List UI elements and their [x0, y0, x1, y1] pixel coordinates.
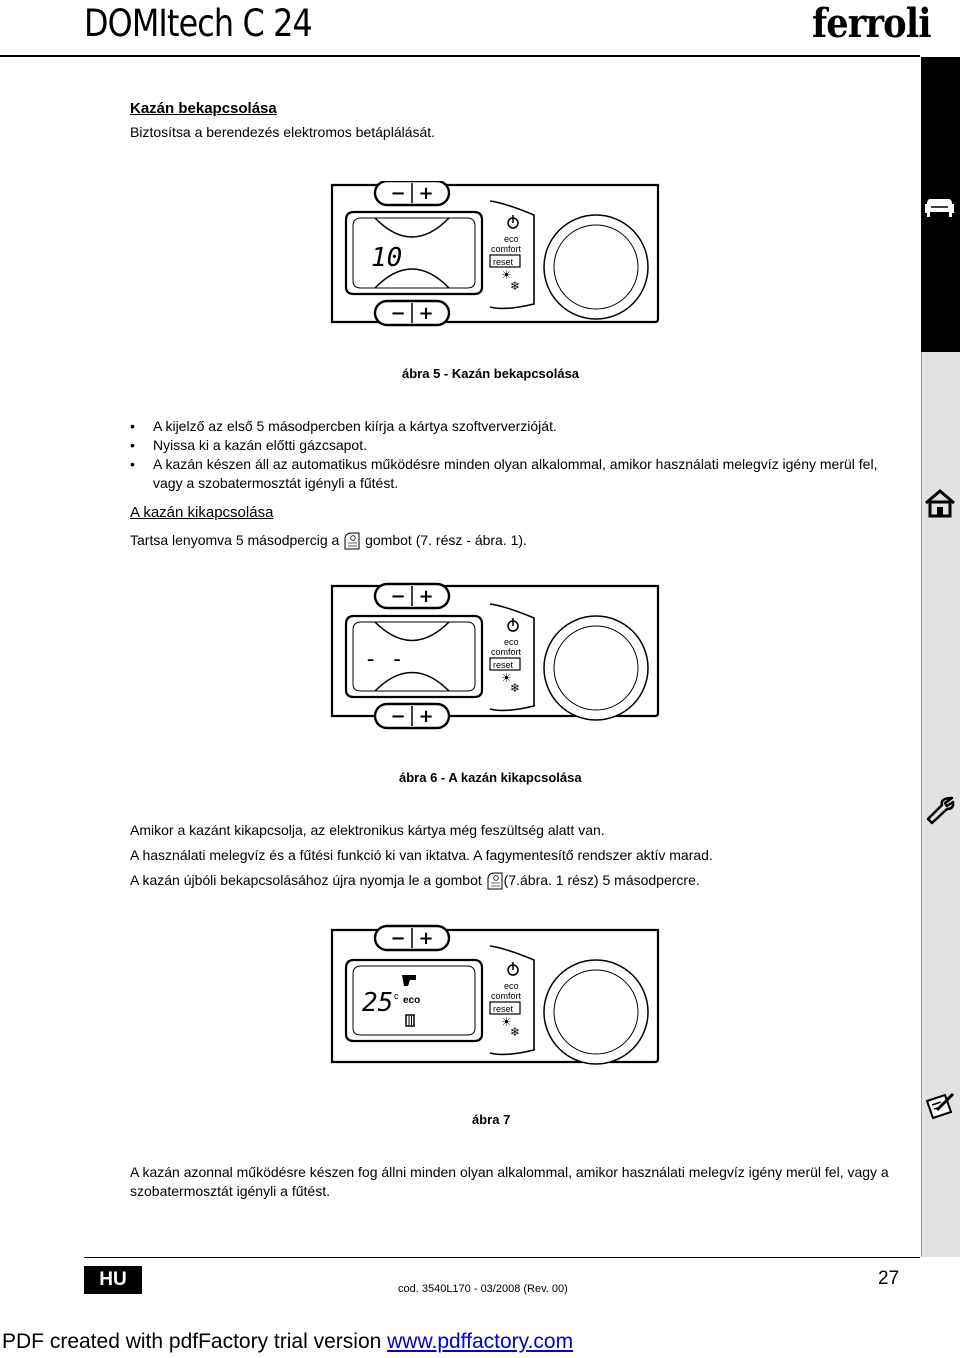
figure-7-caption: ábra 7 — [472, 1112, 511, 1127]
closing-paragraph: A kazán azonnal működésre készen fog állni minden olyan alkalommal, amikor használati melegvíz igény merül fel, vagy a szobatermosztát igényli a fűtést. — [130, 1164, 889, 1199]
svg-text:−: − — [390, 586, 406, 607]
svg-text:−: − — [390, 928, 406, 949]
svg-text:❄: ❄ — [510, 1025, 521, 1039]
display-readout: 25 — [362, 988, 394, 1018]
comfort-label: comfort — [491, 244, 522, 254]
svg-text:reset: reset — [493, 1004, 514, 1014]
svg-text:eco: eco — [504, 981, 519, 991]
control-panel-figure-7 — [320, 922, 670, 1087]
control-panel-figure-6 — [320, 578, 670, 743]
footer-rule — [84, 1257, 920, 1258]
eco-label: eco — [504, 234, 519, 244]
display-readout: 10 — [371, 243, 403, 273]
list-item: • A kijelző az első 5 másodpercben kiírja a kártya szoftververzióját. — [130, 417, 910, 436]
startup-bullet-list — [130, 417, 910, 493]
svg-text:eco: eco — [504, 637, 519, 647]
list-item: • A kazán készen áll az automatikus működésre minden olyan alkalommal, amikor használati melegvíz igény merül fel, vagy a szobatermosztát igényli a fűtést. — [130, 455, 910, 493]
switch-off-note-1: Amikor a kazánt kikapcsolja, az elektronikus kártya még feszültség alatt van. — [130, 822, 605, 838]
figure-6-caption: ábra 6 - A kazán kikapcsolása — [399, 770, 582, 785]
svg-text:❄: ❄ — [510, 681, 521, 695]
power-button-icon — [343, 531, 361, 551]
house-installer-icon — [923, 488, 957, 518]
svg-text:+: + — [418, 706, 434, 727]
figure-5-caption: ábra 5 - Kazán bekapcsolása — [402, 366, 580, 381]
sofa-user-icon — [923, 190, 957, 220]
switch-off-note-2: A használati melegvíz és a fűtési funkció ki van iktatva. A fagymentesítő rendszer aktív marad. — [130, 847, 713, 863]
display-readout: - - — [364, 647, 404, 672]
svg-text:+: + — [418, 303, 434, 324]
heating-adjust-buttons — [375, 301, 449, 325]
wrench-service-icon — [923, 795, 957, 825]
reset-label: reset — [493, 257, 514, 267]
language-badge: HU — [84, 1266, 142, 1294]
svg-text:reset: reset — [493, 660, 514, 670]
display-mode: eco — [403, 995, 421, 1006]
svg-text:+: + — [418, 586, 434, 607]
minus-label: − — [390, 183, 406, 204]
svg-text:+: + — [418, 928, 434, 949]
pdf-creator-note: PDF created with pdfFactory trial version www.pdffactory.com — [2, 1330, 574, 1353]
plus-label: + — [418, 183, 434, 204]
intro-text: Biztosítsa a berendezés elektromos betáplálását. — [130, 124, 436, 140]
switch-off-instruction: Tartsa lenyomva 5 másodpercig a gombot (7. rész - ábra. 1). — [130, 531, 527, 551]
notes-pencil-icon — [923, 1090, 957, 1120]
svg-text:☀: ☀ — [501, 1015, 512, 1029]
list-item: • Nyissa ki a kazán előtti gázcsapot. — [130, 436, 910, 455]
document-code: cod. 3540L170 - 03/2008 (Rev. 00) — [398, 1283, 568, 1295]
section-heading-switch-on: Kazán bekapcsolása — [130, 100, 277, 117]
restart-instruction: A kazán újbóli bekapcsolásához újra nyomja le a gombot (7.ábra. 1 rész) 5 másodpercre. — [130, 871, 700, 891]
dhw-adjust-buttons — [375, 181, 449, 205]
svg-text:−: − — [390, 303, 406, 324]
svg-text:comfort: comfort — [491, 991, 522, 1001]
svg-text:☀: ☀ — [501, 671, 512, 685]
section-heading-switch-off: A kazán kikapcsolása — [130, 504, 274, 521]
page-number: 27 — [878, 1268, 900, 1289]
svg-text:☀: ☀ — [501, 268, 512, 282]
svg-text:−: − — [390, 706, 406, 727]
header-rule — [0, 55, 920, 57]
brand-logo: ferroli — [812, 0, 931, 47]
document-title: DOMItech C 24 — [84, 2, 312, 45]
control-panel-figure-5 — [320, 181, 670, 346]
power-button-icon — [486, 871, 504, 891]
pdffactory-link[interactable]: www.pdffactory.com — [387, 1330, 574, 1353]
svg-text:❄: ❄ — [510, 279, 521, 293]
display-unit: c — [394, 991, 399, 1001]
svg-text:comfort: comfort — [491, 647, 522, 657]
